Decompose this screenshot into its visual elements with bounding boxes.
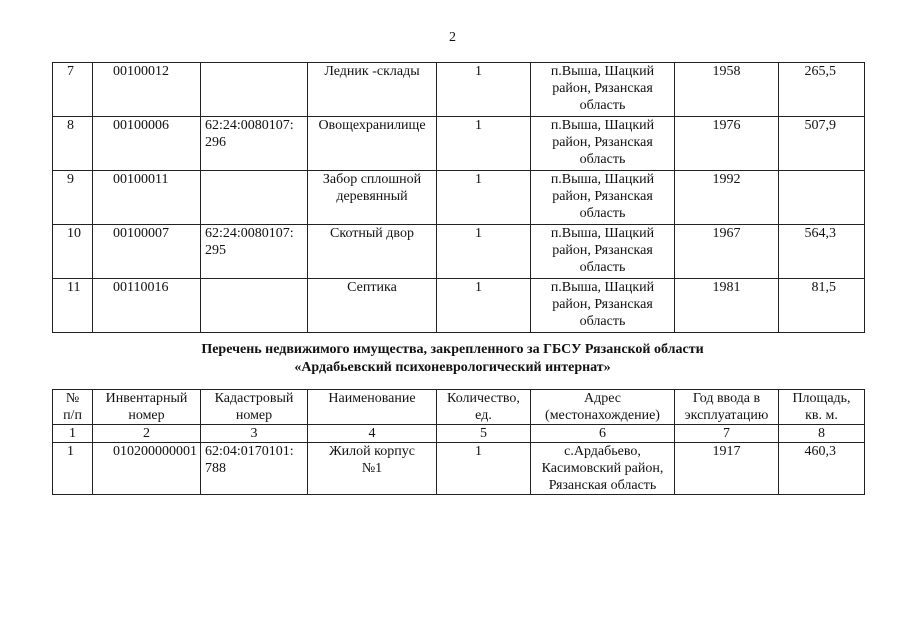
property-list-caption (0, 341, 905, 377)
area-sqm: 460,3 (779, 443, 865, 495)
table-row (53, 171, 865, 225)
area-sqm: 265,5 (779, 63, 865, 117)
area-sqm (779, 171, 865, 225)
address: п.Выша, Шацкий район, Рязанская область (531, 171, 675, 225)
column-header: Инвентарный номер (93, 390, 201, 425)
area-sqm: 564,3 (779, 225, 865, 279)
caption-line-2: «Ардабьевский психоневрологический интернат» (294, 360, 611, 375)
commission-year: 1992 (675, 171, 779, 225)
row-number: 10 (53, 225, 93, 279)
column-index-row (53, 425, 865, 443)
page-number: 2 (449, 30, 456, 45)
cadastral-number (201, 171, 308, 225)
cadastral-number (201, 279, 308, 333)
column-index: 6 (531, 425, 675, 443)
quantity: 1 (437, 63, 531, 117)
cadastral-number: 62:04:0170101: 788 (201, 443, 308, 495)
column-header: № п/п (53, 390, 93, 425)
property-table-continued (52, 62, 865, 333)
column-index: 4 (308, 425, 437, 443)
column-header: Наименование (308, 390, 437, 425)
table-row (53, 443, 865, 495)
row-number: 9 (53, 171, 93, 225)
area-sqm: 81,5 (779, 279, 865, 333)
table-row (53, 279, 865, 333)
cadastral-number (201, 63, 308, 117)
address: с.Ардабьево, Касимовский район, Рязанская область (531, 443, 675, 495)
quantity: 1 (437, 225, 531, 279)
column-index: 1 (53, 425, 93, 443)
row-number: 7 (53, 63, 93, 117)
caption-line-1: Перечень недвижимого имущества, закрепленного за ГБСУ Рязанской области (201, 342, 704, 357)
commission-year: 1917 (675, 443, 779, 495)
cadastral-number: 62:24:0080107: 295 (201, 225, 308, 279)
object-name: Овощехранилище (308, 117, 437, 171)
commission-year: 1976 (675, 117, 779, 171)
inventory-number: 010200000001 (93, 443, 201, 495)
object-name: Септика (308, 279, 437, 333)
inventory-number: 00100007 (93, 225, 201, 279)
column-index: 2 (93, 425, 201, 443)
cadastral-number: 62:24:0080107: 296 (201, 117, 308, 171)
address: п.Выша, Шацкий район, Рязанская область (531, 279, 675, 333)
row-number: 11 (53, 279, 93, 333)
column-header: Кадастровый номер (201, 390, 308, 425)
table-row (53, 117, 865, 171)
inventory-number: 00100012 (93, 63, 201, 117)
quantity: 1 (437, 171, 531, 225)
quantity: 1 (437, 117, 531, 171)
table-header-row (53, 390, 865, 425)
quantity: 1 (437, 279, 531, 333)
property-table-body (53, 390, 865, 495)
table-row (53, 225, 865, 279)
row-number: 8 (53, 117, 93, 171)
column-index: 7 (675, 425, 779, 443)
inventory-number: 00110016 (93, 279, 201, 333)
column-header: Площадь, кв. м. (779, 390, 865, 425)
address: п.Выша, Шацкий район, Рязанская область (531, 63, 675, 117)
address: п.Выша, Шацкий район, Рязанская область (531, 225, 675, 279)
commission-year: 1981 (675, 279, 779, 333)
column-header: Адрес (местонахождение) (531, 390, 675, 425)
row-number: 1 (53, 443, 93, 495)
column-header: Год ввода в эксплуатацию (675, 390, 779, 425)
object-name: Ледник -склады (308, 63, 437, 117)
table-row (53, 63, 865, 117)
column-header: Количество, ед. (437, 390, 531, 425)
object-name: Скотный двор (308, 225, 437, 279)
object-name: Забор сплошной деревянный (308, 171, 437, 225)
column-index: 3 (201, 425, 308, 443)
area-sqm: 507,9 (779, 117, 865, 171)
column-index: 5 (437, 425, 531, 443)
inventory-number: 00100011 (93, 171, 201, 225)
property-table-body (53, 63, 865, 333)
inventory-number: 00100006 (93, 117, 201, 171)
object-name: Жилой корпус №1 (308, 443, 437, 495)
commission-year: 1958 (675, 63, 779, 117)
quantity: 1 (437, 443, 531, 495)
address: п.Выша, Шацкий район, Рязанская область (531, 117, 675, 171)
commission-year: 1967 (675, 225, 779, 279)
column-index: 8 (779, 425, 865, 443)
property-table-ardabyevo (52, 389, 865, 495)
